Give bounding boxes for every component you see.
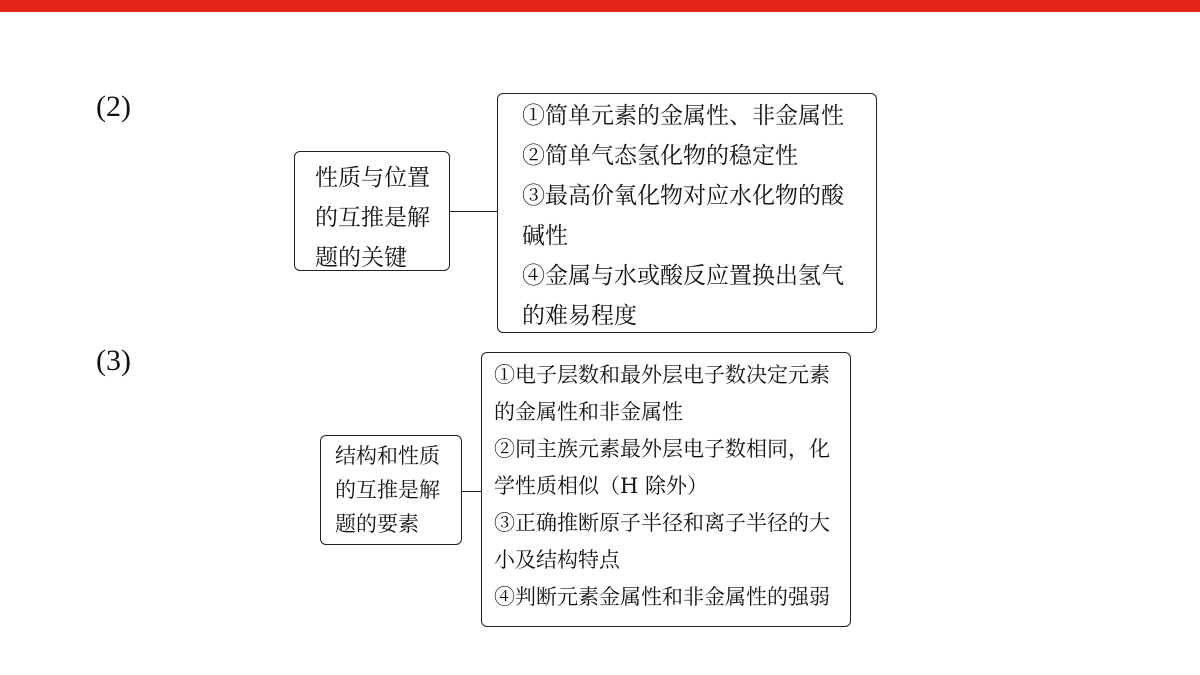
detail-line: 学性质相似（H 除外） bbox=[494, 474, 708, 498]
detail-line: ①简单元素的金属性、非金属性 bbox=[522, 103, 844, 129]
key-box-line: 的互推是解 bbox=[335, 478, 440, 502]
section-3-number: (3) bbox=[96, 344, 131, 377]
key-box-line: 性质与位置 bbox=[315, 165, 430, 191]
detail-line: ③正确推断原子半径和离子半径的大 bbox=[494, 511, 830, 535]
detail-line: ②同主族元素最外层电子数相同，化 bbox=[494, 437, 830, 461]
top-accent-bar bbox=[0, 0, 1200, 12]
key-box-line: 结构和性质 bbox=[335, 444, 440, 468]
detail-line: ①电子层数和最外层电子数决定元素 bbox=[494, 363, 830, 387]
key-box-line: 题的要素 bbox=[335, 512, 419, 536]
detail-line: ②简单气态氢化物的稳定性 bbox=[522, 143, 798, 169]
section-2-key-box bbox=[294, 151, 450, 271]
detail-line: ③最高价氧化物对应水化物的酸 bbox=[522, 183, 844, 209]
key-box-line: 题的关键 bbox=[315, 245, 407, 271]
section-3-detail-box bbox=[481, 352, 851, 627]
detail-line: 的难易程度 bbox=[522, 303, 637, 329]
detail-line: 的金属性和非金属性 bbox=[494, 400, 683, 424]
key-box-line: 的互推是解 bbox=[315, 205, 430, 231]
section-3-connector-line bbox=[462, 491, 482, 492]
section-2-detail-box bbox=[497, 93, 877, 333]
section-2-connector-line bbox=[450, 211, 498, 212]
section-3-key-box bbox=[320, 435, 462, 545]
detail-line: 小及结构特点 bbox=[494, 548, 620, 572]
detail-line: ④金属与水或酸反应置换出氢气 bbox=[522, 263, 844, 289]
section-2-number: (2) bbox=[96, 90, 131, 123]
detail-line: ④判断元素金属性和非金属性的强弱 bbox=[494, 585, 830, 609]
detail-line: 碱性 bbox=[522, 223, 568, 249]
